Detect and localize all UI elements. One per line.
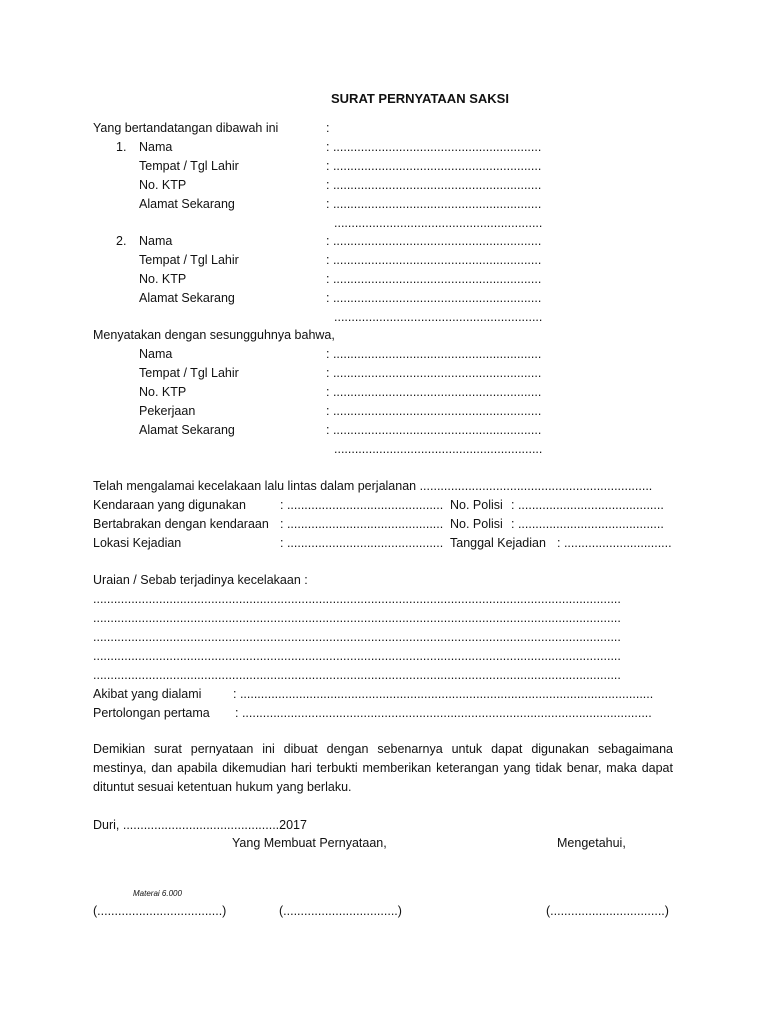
witness-1-number: 1.	[116, 140, 127, 154]
witness-1-alamat-cont: ............................................................	[334, 216, 543, 230]
witness-2-ttl-label: Tempat / Tgl Lahir	[139, 253, 239, 267]
intro-colon: :	[326, 121, 330, 135]
pertolongan-value: : ......................................................................................................................	[235, 706, 652, 720]
witness-1-alamat-label: Alamat Sekarang	[139, 197, 235, 211]
witness-2-nama-label: Nama	[139, 234, 173, 248]
subject-pekerjaan-label: Pekerjaan	[139, 404, 196, 418]
witness-1-ktp-label: No. KTP	[139, 178, 187, 192]
kendaraan-value: : .............................................	[280, 498, 444, 512]
witness-2-ktp-label: No. KTP	[139, 272, 187, 286]
subject-alamat-label: Alamat Sekarang	[139, 423, 235, 437]
tanggal-value: : ...............................	[557, 536, 672, 550]
uraian-line: ........................................................................................................................................................	[93, 630, 621, 644]
kendaraan-label: Kendaraan yang digunakan	[93, 498, 246, 512]
signature-2: (.................................)	[279, 904, 402, 918]
meterai-label: Materai 6.000	[133, 889, 182, 898]
polisi-label: No. Polisi	[450, 498, 503, 512]
polisi2-value: : ..........................................	[511, 517, 664, 531]
uraian-line: ........................................................................................................................................................	[93, 592, 621, 606]
subject-nama-label: Nama	[139, 347, 173, 361]
lokasi-label: Lokasi Kejadian	[93, 536, 182, 550]
subject-ktp-value: : ............................................................	[326, 385, 542, 399]
witness-1-ktp-value: : ............................................................	[326, 178, 542, 192]
tanggal-label: Tanggal Kejadian	[450, 536, 546, 550]
pertolongan-label: Pertolongan pertama	[93, 706, 210, 720]
witness-1-ttl-value: : ............................................................	[326, 159, 542, 173]
akibat-label: Akibat yang dialami	[93, 687, 202, 701]
uraian-heading: Uraian / Sebab terjadinya kecelakaan :	[93, 573, 308, 587]
uraian-line: ........................................................................................................................................................	[93, 649, 621, 663]
maker-label: Yang Membuat Pernyataan,	[232, 836, 387, 850]
intro-text: Yang bertandatangan dibawah ini	[93, 121, 279, 135]
bertabrakan-value: : .............................................	[280, 517, 444, 531]
witness-1-nama-label: Nama	[139, 140, 173, 154]
subject-nama-value: : ............................................................	[326, 347, 542, 361]
witness-2-alamat-cont: ............................................................	[334, 310, 543, 324]
uraian-line: ........................................................................................................................................................	[93, 668, 621, 682]
subject-pekerjaan-value: : ............................................................	[326, 404, 542, 418]
acknowledge-label: Mengetahui,	[557, 836, 626, 850]
subject-alamat-value: : ............................................................	[326, 423, 542, 437]
subject-ktp-label: No. KTP	[139, 385, 187, 399]
lokasi-value: : .............................................	[280, 536, 444, 550]
witness-2-alamat-label: Alamat Sekarang	[139, 291, 235, 305]
witness-1-alamat-value: : ............................................................	[326, 197, 542, 211]
witness-1-ttl-label: Tempat / Tgl Lahir	[139, 159, 239, 173]
witness-1-nama-value: : ............................................................	[326, 140, 542, 154]
place-date: Duri, .............................................2017	[93, 818, 307, 832]
subject-ttl-label: Tempat / Tgl Lahir	[139, 366, 239, 380]
witness-2-ttl-value: : ............................................................	[326, 253, 542, 267]
declare-text: Menyatakan dengan sesungguhnya bahwa,	[93, 328, 335, 342]
document-title: SURAT PERNYATAAN SAKSI	[331, 91, 509, 106]
polisi-value: : ..........................................	[511, 498, 664, 512]
uraian-line: ........................................................................................................................................................	[93, 611, 621, 625]
polisi2-label: No. Polisi	[450, 517, 503, 531]
accident-line: Telah mengalamai kecelakaan lalu lintas dalam perjalanan ...................................................................	[93, 479, 653, 493]
signature-3: (.................................)	[546, 904, 669, 918]
witness-2-ktp-value: : ............................................................	[326, 272, 542, 286]
bertabrakan-label: Bertabrakan dengan kendaraan	[93, 517, 269, 531]
closing-paragraph: Demikian surat pernyataan ini dibuat dengan sebenarnya untuk dapat digunakan sebagaimana mestinya, dan apabila dikemudian hari terbukti memberikan keterangan yang tidak benar, maka dapat dituntut sesuai ketentuan hukum yang berlaku.	[93, 742, 673, 794]
akibat-value: : .......................................................................................................................	[233, 687, 654, 701]
signature-1: (....................................)	[93, 904, 227, 918]
subject-alamat-cont: ............................................................	[334, 442, 543, 456]
subject-ttl-value: : ............................................................	[326, 366, 542, 380]
witness-2-nama-value: : ............................................................	[326, 234, 542, 248]
witness-2-alamat-value: : ............................................................	[326, 291, 542, 305]
witness-2-number: 2.	[116, 234, 127, 248]
